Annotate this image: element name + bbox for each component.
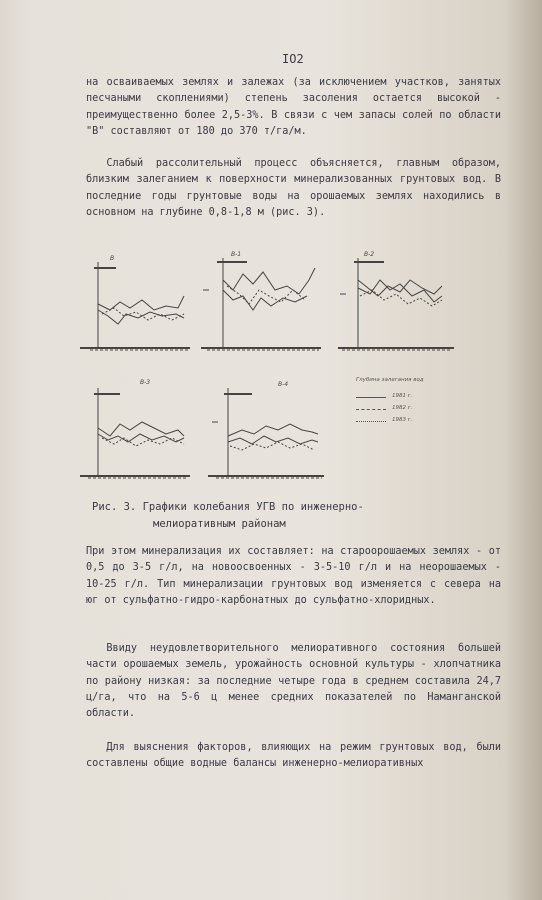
legend-line-dotted [356, 421, 386, 422]
graph-panel-v4 [208, 378, 332, 482]
paragraph: Слабый рассолительный процесс объясняется, главным образом, близким залеганием к поверхности минерализованных грунтовых вод. В последние годы грунтовые воды на орошаемых землях находились в основном на глубине 0,8-1,8 м (рис. 3). [86, 158, 501, 218]
paragraph: Для выяснения факторов, влияющих на режим грунтовых вод, были составлены общие водные балансы инженерно-мелиоративных [86, 742, 501, 770]
figure-caption [92, 499, 452, 533]
legend-item: 1982 г. [392, 405, 413, 411]
paragraph: на осваиваемых землях и залежах (за исключением участков, занятых песчаными скоплениями) степень засоления остается высокой - преимущественно более 2,5-3%. В связи с чем запасы солей по области "В" составляют от 180 до 370 т/га/м. [86, 77, 501, 137]
panel-label: В-4 [278, 381, 289, 388]
panel-label: В-3 [140, 379, 151, 386]
paragraph: Ввиду неудовлетворительного мелиоративного состояния большей части орошаемых земель, урожайность основной культуры - хлопчатника по району низкая: за последние четыре года в среднем составила 24,7 ц/га, что на 5-6 ц менее средних показателей по Наманганской области. [86, 643, 501, 720]
graph-panel-v1 [197, 250, 327, 354]
legend-title: Глубина залегания вод [356, 377, 424, 383]
panel-label: В [110, 255, 115, 262]
panel-label: В-1 [231, 251, 242, 258]
caption-line: Рис. 3. Графики колебания УГВ по инженерно- [92, 501, 364, 513]
paragraph: При этом минерализация их составляет: на староорошаемых землях - от 0,5 до 3-5 г/л, на новоосвоенных - 3-5-10 г/л и на неорошаемых - 10-25 г/л. Тип минерализации грунтовых вод изменяется с севера на юг от сульфатно-гидро-карбонатных до сульфатно-хлоридных. [86, 546, 501, 606]
legend-line-solid [356, 397, 386, 398]
legend-line-dashed [356, 409, 386, 410]
graph-legend [356, 377, 446, 437]
page-number: IO2 [282, 52, 304, 66]
graph-panel-v2 [330, 250, 460, 354]
caption-line: мелиоративным районам [153, 518, 286, 530]
graph-panel-v3 [80, 378, 200, 482]
panel-label: В-2 [364, 251, 375, 258]
legend-item: 1981 г. [392, 393, 413, 399]
legend-item: 1983 г. [392, 417, 413, 423]
graph-panel-v [80, 254, 200, 354]
